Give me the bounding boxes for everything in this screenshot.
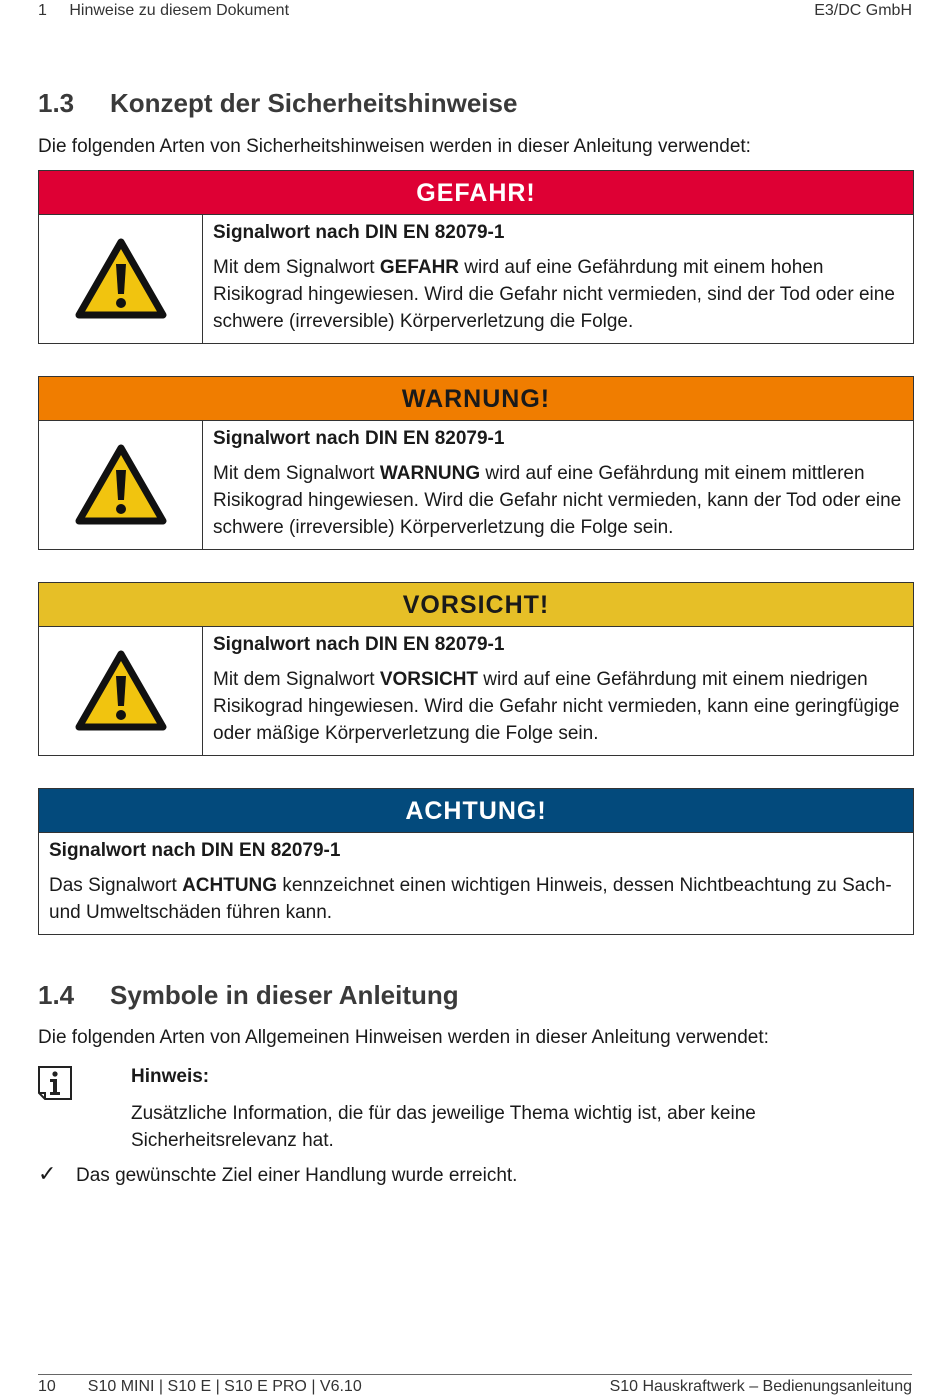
notice-description — [213, 254, 903, 335]
notice-icon-cell — [39, 215, 203, 343]
notice-subheading: Signalwort nach DIN EN 82079-1 — [49, 840, 341, 861]
notice-text — [203, 215, 913, 343]
notice-text-post: wird auf eine Gefährdung mit einem hohen Risikograd hingewiesen. Wird die Gefahr nicht vermieden, sind der Tod oder eine schwere (irreversible) Körperverletzung die Folge. — [213, 257, 895, 332]
notice-text-pre: Mit dem Signalwort — [213, 257, 380, 278]
section-1-4-title — [38, 980, 459, 1011]
footer-left — [38, 1378, 362, 1395]
footer-divider — [38, 1374, 912, 1375]
notice-text-post: wird auf eine Gefährdung mit einem niedrigen Risikograd hingewiesen. Wird die Gefahr nicht vermieden, kann eine geringfügige oder mäßige Körperverletzung die Folge sein. — [213, 669, 900, 744]
notice-keyword: WARNUNG — [379, 463, 481, 484]
result-text: Das gewünschte Ziel einer Handlung wurde erreicht. — [76, 1165, 518, 1186]
notice-text-post: kennzeichnet einen wichtigen Hinweis, dessen Nichtbeachtung zu Sach- und Umweltschäden führen kann. — [49, 875, 892, 923]
section-heading: Konzept der Sicherheitshinweise — [110, 88, 518, 118]
result-line — [38, 1161, 517, 1187]
warning-triangle-icon — [75, 444, 167, 526]
footer-doc-title: S10 Hauskraftwerk – Bedienungsanleitung — [609, 1378, 912, 1395]
notice-keyword: GEFAHR — [379, 257, 460, 278]
hint-text: Zusätzliche Information, die für das jeweilige Thema wichtig ist, aber keine Sicherheitsrelevanz hat. — [131, 1103, 756, 1151]
page-footer — [38, 1378, 912, 1396]
section-heading: Symbole in dieser Anleitung — [110, 980, 459, 1010]
notice-heading: GEFAHR! — [39, 171, 913, 215]
notice-vorsicht — [38, 582, 914, 756]
notice-subheading: Signalwort nach DIN EN 82079-1 — [213, 428, 505, 449]
notice-body — [39, 833, 913, 934]
notice-description — [213, 460, 903, 541]
section-1-4-intro: Die folgenden Arten von Allgemeinen Hinweisen werden in dieser Anleitung verwendet: — [38, 1027, 769, 1048]
footer-page-number: 10 — [38, 1378, 56, 1395]
section-number: 1.4 — [38, 980, 75, 1010]
hint-label: Hinweis: — [131, 1066, 210, 1087]
notice-icon-cell — [39, 421, 203, 549]
notice-heading: VORSICHT! — [39, 583, 913, 627]
notice-description — [49, 872, 903, 926]
notice-body — [39, 421, 913, 549]
notice-description — [213, 666, 903, 747]
warning-triangle-icon — [75, 650, 167, 732]
notice-subheading: Signalwort nach DIN EN 82079-1 — [213, 634, 505, 655]
checkmark-icon: ✓ — [38, 1161, 57, 1186]
notice-text-pre: Das Signalwort — [49, 875, 183, 896]
notice-icon-cell — [39, 627, 203, 755]
header-chapter-title: Hinweise zu diesem Dokument — [69, 2, 290, 19]
notice-achtung — [38, 788, 914, 935]
notice-keyword: ACHTUNG — [182, 875, 278, 896]
warning-triangle-icon — [75, 238, 167, 320]
notice-warnung — [38, 376, 914, 550]
header-chapter-number: 1 — [38, 2, 47, 19]
section-1-3-intro: Die folgenden Arten von Sicherheitshinweisen werden in dieser Anleitung verwendet: — [38, 136, 751, 157]
notice-body — [39, 215, 913, 343]
notice-text-post: wird auf eine Gefährdung mit einem mittleren Risikograd hingewiesen. Wird die Gefahr nicht vermieden, kann der Tod oder eine schwere (irreversible) Körperverletzung die Folge sein. — [213, 463, 902, 538]
notice-text-pre: Mit dem Signalwort — [213, 669, 380, 690]
notice-text — [203, 627, 913, 755]
notice-text — [39, 833, 913, 934]
notice-heading: WARNUNG! — [39, 377, 913, 421]
notice-text-pre: Mit dem Signalwort — [213, 463, 380, 484]
notice-gefahr — [38, 170, 914, 344]
section-1-3-title — [38, 88, 517, 119]
page-header — [38, 0, 912, 22]
notice-text — [203, 421, 913, 549]
notice-body — [39, 627, 913, 755]
header-company: E3/DC GmbH — [814, 2, 912, 19]
info-icon — [38, 1066, 72, 1100]
footer-models: S10 MINI | S10 E | S10 E PRO | V6.10 — [87, 1378, 362, 1395]
section-number: 1.3 — [38, 88, 75, 118]
notice-heading: ACHTUNG! — [39, 789, 913, 833]
notice-keyword: VORSICHT — [379, 669, 479, 690]
header-left — [38, 2, 289, 20]
notice-subheading: Signalwort nach DIN EN 82079-1 — [213, 222, 505, 243]
